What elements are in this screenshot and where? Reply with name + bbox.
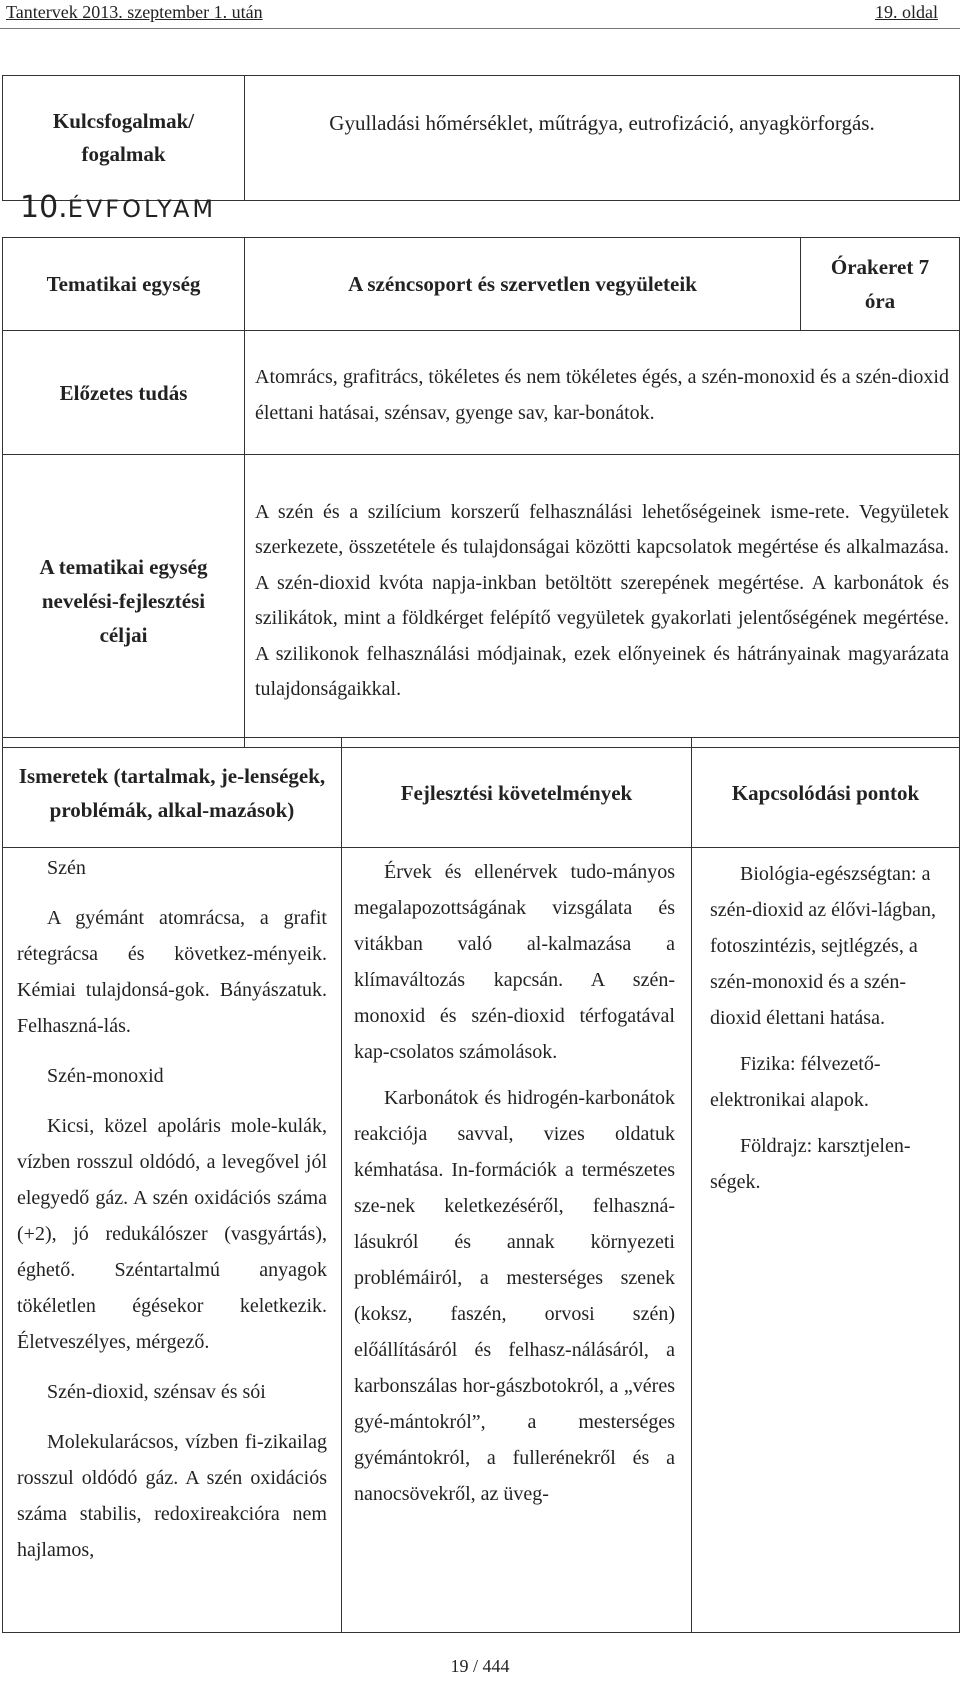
elozetes-label: Előzetes tudás [3, 331, 245, 455]
ismeretek-szen-text: A gyémánt atomrácsa, a grafit rétegrácsa és következ-ményeik. Kémiai tulajdonsá-gok. Bányászatuk. Felhaszná-lás. [17, 907, 327, 1037]
kulcsfogalmak-label-line2: fogalmak [81, 142, 166, 166]
content-table [2, 737, 960, 1633]
celok-label-line3: céljai [99, 623, 148, 647]
column-header-ismeretek: Ismeretek (tartalmak, je-lenségek, problémák, alkal-mazások) [3, 738, 342, 848]
kapcsolodasi-fizika: Fizika: félvezető-elektronikai alapok. [710, 1053, 881, 1111]
kapcsolodasi-foldrajz: Földrajz: karsztjelen-ségek. [710, 1135, 911, 1193]
celok-label [3, 455, 245, 748]
column-header-kapcsolodasi: Kapcsolódási pontok [692, 738, 960, 848]
header-page-number: 19. oldal [875, 2, 938, 22]
ismeretek-szen-dioxid-text: Molekularácsos, vízben fi-zikailag rosszul oldódó gáz. A szén oxidációs száma stabilis, redoxireakcióra nem hajlamos, [17, 1431, 327, 1561]
elozetes-cell [245, 331, 960, 455]
kulcsfogalmak-table [2, 75, 960, 201]
kapcsolodasi-biologia: Biológia-egészségtan: a szén-dioxid az élővi-lágban, fotoszintézis, sejtlégzés, a szén-monoxid és a szén-dioxid élettani hatása. [710, 863, 937, 1029]
fejlesztesi-paragraph-1: Érvek és ellenérvek tudo-mányos megalapozottságának vizsgálata és vitákban való al-kalmazása a klímaváltozás kapcsán. A szén-monoxid és szén-dioxid térfogatával kap-csolatos számolások. [354, 861, 675, 1063]
ismeretek-szen-monoxid-text: Kicsi, közel apoláris mole-kulák, vízben rosszul oldódó, a levegővel jól elegyedő gáz. A szén oxidációs száma (+2), jó redukálószer (vasgyártás), éghető. Széntartalmú anyagok tökéletlen égésekor keletkezik. Életveszélyes, mérgező. [17, 1115, 327, 1353]
tematikai-title: A széncsoport és szervetlen vegyületeik [245, 238, 801, 331]
evfolyam-number: 10. [20, 190, 68, 225]
kulcsfogalmak-label [3, 76, 245, 201]
fejlesztesi-cell [342, 848, 692, 1633]
evfolyam-word: ÉVFOLYAM [67, 195, 217, 223]
kulcsfogalmak-value: Gyulladási hőmérséklet, műtrágya, eutrofizáció, anyagkörforgás. [245, 76, 960, 201]
evfolyam-heading [20, 190, 216, 225]
tematikai-label: Tematikai egység [3, 238, 245, 331]
celok-label-line1: A tematikai egység [39, 555, 208, 579]
footer-page-number: 19 / 444 [450, 1656, 510, 1676]
celok-cell [245, 455, 960, 748]
orakeret [801, 238, 960, 331]
column-header-fejlesztesi: Fejlesztési követelmények [342, 738, 692, 848]
ismeretek-cell [3, 848, 342, 1633]
page-header [0, 0, 960, 29]
celok-text: A szén és a szilícium korszerű felhasználási lehetőségeinek isme-rete. Vegyületek szerkezete, összetétele és tulajdonságai közötti kapcsolatok megértése és alkalmazása. A szén-dioxid kvóta napja-inkban betöltött szerepének megértése. A karbonátok és szilikátok, mint a földkérget felépítő vegyületek gyakorlati jelentőségének megértése. A szilikonok felhasználási módjainak, ezek előnyeinek és hátrányainak magyarázata tulajdonságaikkal. [255, 500, 949, 700]
ismeretek-szen-dioxid-heading: Szén-dioxid, szénsav és sói [47, 1381, 266, 1403]
elozetes-text: Atomrács, grafitrács, tökéletes és nem tökéletes égés, a szén-monoxid és a szén-dioxid élettani hatásai, szénsav, gyenge sav, kar-bonátok. [255, 366, 949, 424]
kapcsolodasi-cell [692, 848, 960, 1633]
orakeret-line1: Órakeret 7 [830, 255, 930, 279]
tematikai-egyseg-table [2, 237, 960, 748]
header-title: Tantervek 2013. szeptember 1. után [6, 2, 263, 22]
fejlesztesi-paragraph-2: Karbonátok és hidrogén-karbonátok reakciója savval, vizes oldatuk kémhatása. In-formációk a természetes sze-nek keletkezéséről, felhaszná-lásukról és annak környezeti problémáiról, a mesterséges szenek (koksz, faszén, orvosi szén) előállításáról és felhasz-nálásáról, a karbonszálas hor-gászbotokról, a „véres gyé-mántokról”, a mesterséges gyémántokról, a fullerénekről és a nanocsövekről, az üveg- [354, 1087, 675, 1505]
orakeret-line2: óra [864, 289, 896, 313]
kulcsfogalmak-label-line1: Kulcsfogalmak/ [52, 109, 195, 133]
ismeretek-szen-monoxid-heading: Szén-monoxid [47, 1065, 164, 1087]
celok-label-line2: nevelési-fejlesztési [41, 589, 206, 613]
ismeretek-szen-heading: Szén [47, 857, 86, 879]
